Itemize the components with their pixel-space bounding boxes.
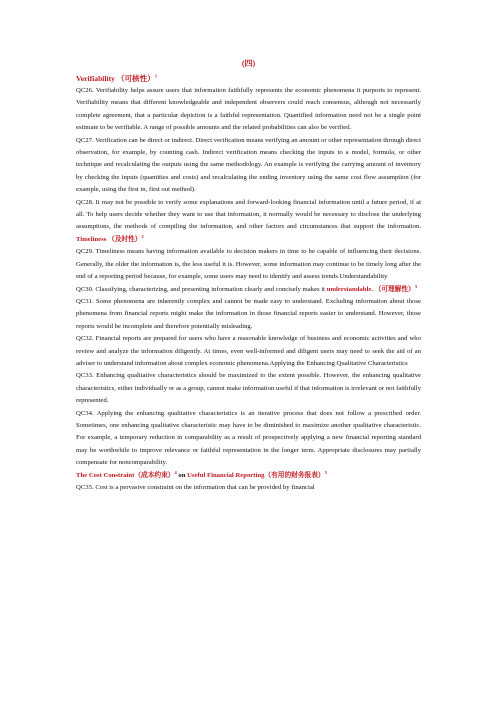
footnote-ref-3: 3	[414, 283, 418, 289]
paragraph-qc32: QC32. Financial reports are prepared for users who have a reasonable knowledge of business and economic activities and who review and analyze the information diligently. At times, even well-informed and diligent users may need to seek the aid of an adviser to understand information about complex economic phenomena.Applying the Enhancing Qualitative Characteristics	[76, 335, 421, 367]
cost-heading-prefix: The	[76, 471, 89, 479]
paragraph-qc28	[76, 197, 421, 247]
paragraph-qc29: QC29. Timeliness means having information available to decision makers in time to be capable of influencing their decisions. Generally, the older the information is, the less useful it is. However, some information may continue to be timely long after the end of a reporting period because, for example, some users may need to identify and assess trends.Understandability	[76, 248, 421, 281]
cost-heading-on: on	[176, 471, 188, 479]
paragraph-qc35: QC35. Cost is a pervasive constraint on the information that can be provided by financial	[76, 484, 315, 491]
footnote-ref-2: 2	[141, 233, 144, 239]
paragraph-qc30-text: QC30. Classifying, characterizing, and presenting information clearly and concisely makes it	[76, 285, 326, 293]
document-page	[76, 58, 421, 494]
footnote-ref-5: 5	[324, 469, 327, 475]
cost-constraint-heading	[76, 470, 421, 482]
verifiability-title: Verifiability （可核性）	[76, 74, 155, 83]
verifiability-heading	[76, 72, 421, 85]
timeliness-heading: Timeliness （及时性）	[76, 235, 142, 243]
cost-constraint-title: Cost Constraint（成本约束）	[88, 471, 175, 479]
footnote-ref-4: 4	[174, 469, 177, 475]
page-heading: (四)	[241, 59, 256, 68]
paragraph-qc30	[76, 284, 421, 296]
paragraph-qc28-text: QC28. It may not be possible to verify some explanations and forward-looking financial information until a future period, if at all. To help users decide whether they want to use that information, it normally would be necessary to disclose the underlying assumptions, the methods of compiling the information, and other factors and circumstances that support the information.	[76, 198, 421, 231]
paragraph-qc33: QC33. Enhancing qualitative characteristics should be maximized to the extent possible. However, the enhancing qualitative characteristics, either individually or as a group, cannot make information useful if that information is irrelevant or not faithfully represented.	[76, 372, 421, 405]
paragraph-qc31: QC31. Some phenomena are inherently complex and cannot be made easy to understand. Excluding information about those phenomena from financial reports might make the information in those financial reports easier to understand. However, those reports would be incomplete and therefore potentially misleading.	[76, 297, 421, 330]
paragraph-qc34: QC34. Applying the enhancing qualitative characteristics is an iterative process that does not follow a prescribed order. Sometimes, one enhancing qualitative characteristic may have to be diminished to maximize another qualitative characteristic. For example, a temporary reduction in comparability as a result of prospectively applying a new financial reporting standard may be worthwhile to improve relevance or faithful representation in the longer term. Appropriate disclosures may partially compensate for noncomparability.	[76, 409, 421, 467]
paragraph-qc27: QC27. Verification can be direct or indirect. Direct verification means verifying an amount or other representation through direct observation, for example, by counting cash. Indirect verification means checking the inputs to a model, formula, or other technique and recalculating the outputs using the same methodology. An example is verifying the carrying amount of inventory by checking the inputs (quantities and costs) and recalculating the ending inventory using the same cost flow assumption (for example, using the first in, first out method).	[76, 136, 421, 194]
useful-reporting-title: Useful Financial Reporting（有用的财务报表）	[187, 471, 325, 479]
understandability-heading: understandable. （可理解性）	[326, 285, 415, 293]
paragraph-qc26: QC26. Verifiability helps assure users that information faithfully represents the economic phenomena it purports to represent. Verifiability means that different knowledgeable and independent observers could reach consensus, although not necessarily complete agreement, that a particular depiction is a faithful representation. Quantified information need not be a single point estimate to be verifiable. A range of possible amounts and the related probabilities can also be verified.	[76, 87, 421, 132]
footnote-ref-1: 1	[154, 73, 158, 79]
